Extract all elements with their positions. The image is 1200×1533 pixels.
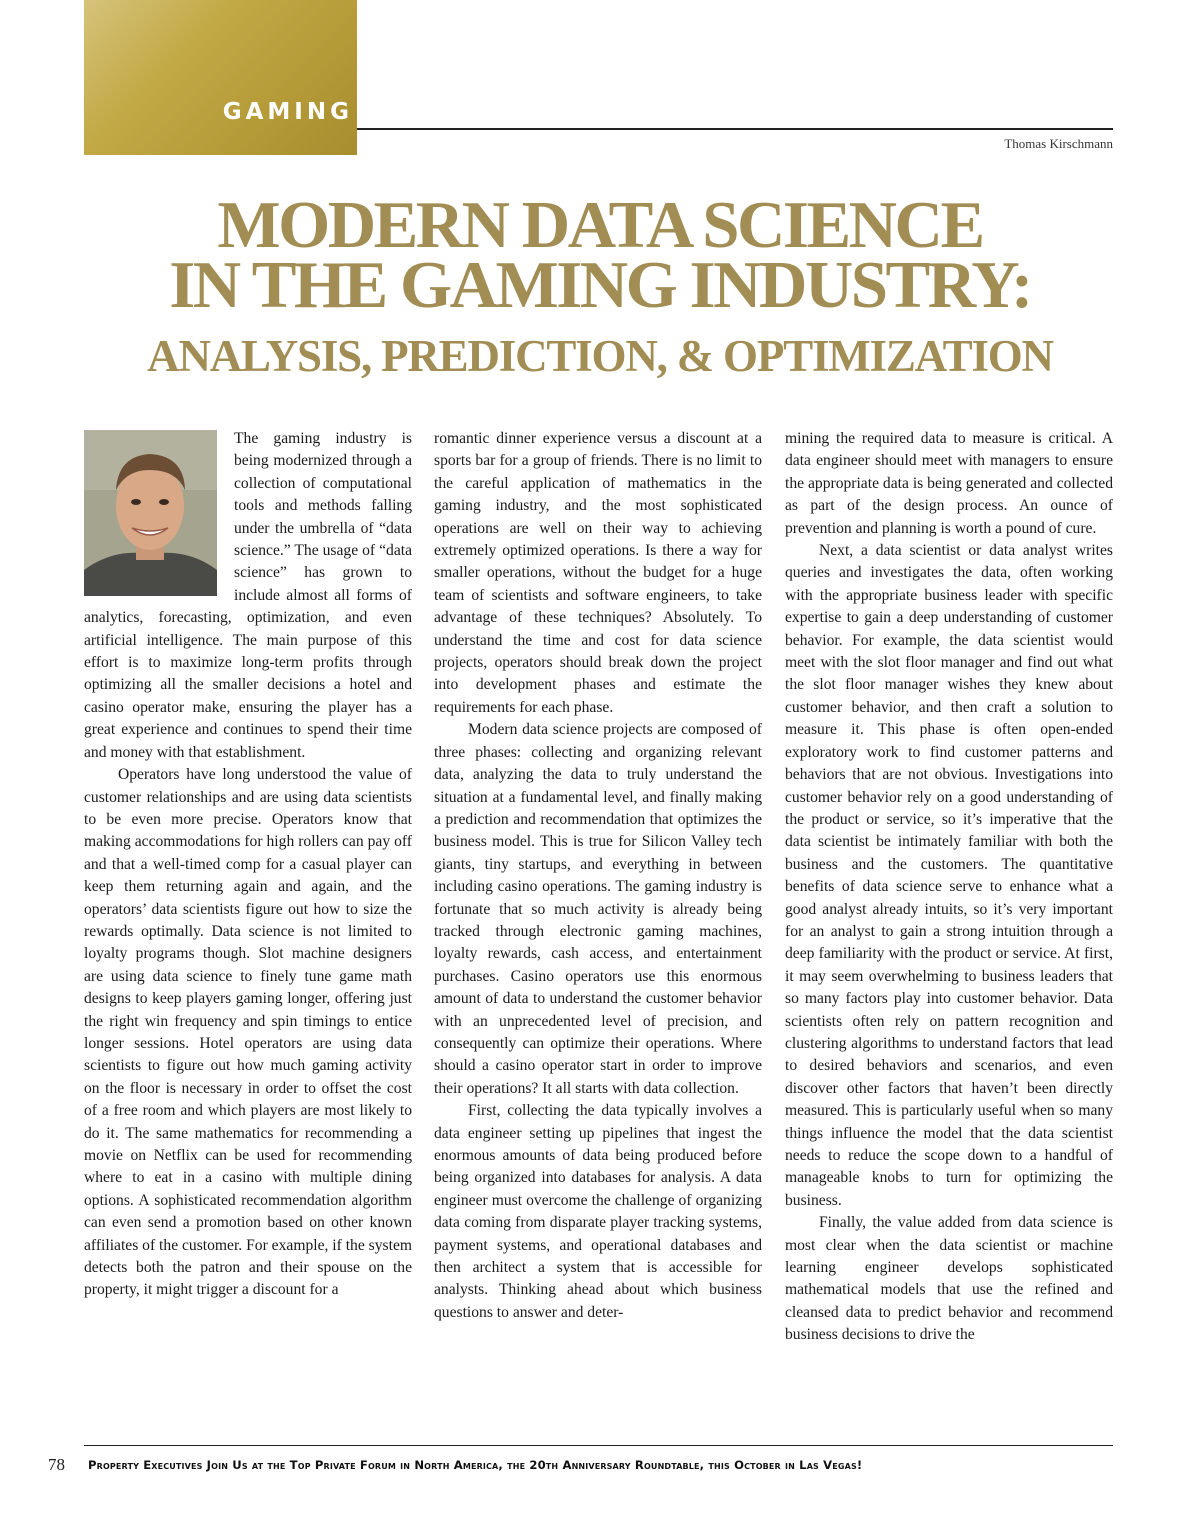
author-portrait-icon — [84, 430, 217, 596]
footer-rule — [84, 1445, 1113, 1446]
paragraph: The gaming industry is being modernized through a collection of computational tools and methods falling under the umbrella of “data science.” The usage of “data science” has grown to include almost all forms of analytics, forecasting, optimization, and even artificial intelligence. The main purpose of this effort is to maximize long-term profits through optimizing all the smaller decisions a hotel and casino operator make, ensuring the player has a great experience and continues to spend their time and money with that establishment. — [84, 430, 412, 761]
title-line-1: MODERN DATA SCIENCE — [217, 188, 983, 262]
title-line-2: IN THE GAMING INDUSTRY: — [169, 248, 1031, 322]
paragraph: Next, a data scientist or data analyst writes queries and investigates the data, often working with the appropriate business leader with specific expertise to gain a deep understanding of customer behavior. For example, the data scientist would meet with the slot floor manager and find out what the slot floor manager wishes they knew about customer behavior, and then craft a solution to measure it. This phase is often open-ended exploratory work to find customer patterns and behaviors that are not obvious. Investigations into customer behavior rely on a good understanding of the product or service, so it’s imperative that the data scientist be intimately familiar with both the business and the customers. The quantitative benefits of data science serve to enhance what a good analyst already intuits, so it’s very important for an analyst to gain a strong intuition through a deep familiarity with the product or service. At first, it may seem overwhelming to business leaders that so many factors play into customer behavior. Data scientists often rely on pattern recognition and clustering algorithms to understand factors that lead to desired behaviors and scenarios, and even discover other factors that haven’t been directly measured. This is particularly useful when so many things influence the model that the data scientist needs to reduce the scope down to a handful of manageable knobs to turn for optimizing the business. — [785, 542, 1113, 1209]
footer-tagline: Property Executives Join Us at the Top Private Forum in North America, the 20th Anniversary Roundtable, this October in Las Vegas! — [88, 1458, 863, 1472]
paragraph: Operators have long understood the value of customer relationships and are using data scientists to be even more precise. Operators know that making accommodations for high rollers can pay off and that a well-timed comp for a casual player can keep them returning again and again, and the operators’ data scientists figure out how to size the rewards optimally. Data science is not limited to loyalty programs though. Slot machine designers are using data science to finely tune game math designs to keep players gaming longer, offering just the right win frequency and spin timings to entice longer sessions. Hotel operators are using data scientists to figure out how much gaming activity on the floor is necessary in order to offset the cost of a free room and which players are most likely to do it. The same mathematics for recommending a movie on Netflix can be used for recommending where to eat in a casino with multiple dining options. A sophisticated recommendation algorithm can even send a promotion based on other known affiliates of the customer. For example, if the system detects both the patron and their spouse on the property, it might trigger a discount for a — [84, 766, 412, 1299]
article-column-2 — [434, 428, 762, 1324]
article-subtitle: ANALYSIS, PREDICTION, & OPTIMIZATION — [147, 331, 1053, 381]
paragraph: Modern data science projects are composed of three phases: collecting and organizing relevant data, analyzing the data to truly understand the situation at a fundamental level, and finally making a prediction and recommendation that optimizes the business model. This is true for Silicon Valley tech giants, tiny startups, and everything in between including casino operations. The gaming industry is fortunate that so much activity is already being tracked through electronic gaming machines, loyalty rewards, cash access, and entertainment purchases. Casino operators use this enormous amount of data to understand the customer behavior with an unprecedented level of precision, and consequently can optimize their operations. Where should a casino operator start in order to improve their operations? It all starts with data collection. — [434, 721, 762, 1097]
article-title — [0, 188, 1200, 381]
paragraph: Finally, the value added from data science is most clear when the data scientist or machine learning engineer develops sophisticated mathematical models that use the refined and cleansed data to predict behavior and recommend business decisions to drive the — [785, 1214, 1113, 1344]
paragraph: mining the required data to measure is critical. A data engineer should meet with managers to ensure the appropriate data is being generated and collected as part of the design process. An ounce of prevention and planning is worth a pound of cure. — [785, 430, 1113, 537]
article-column-1 — [84, 428, 412, 1302]
section-label: GAMING — [222, 99, 353, 125]
author-byline: Thomas Kirschmann — [1004, 136, 1113, 151]
paragraph: romantic dinner experience versus a discount at a sports bar for a group of friends. There is no limit to the careful application of mathematics in the gaming industry, and the most sophisticated operations are well on their way to achieving extremely optimized operations. Is there a way for smaller operations, without the budget for a huge team of scientists and software engineers, to take advantage of these techniques? Absolutely. To understand the time and cost for data science projects, operators should break down the project into development phases and estimate the requirements for each phase. — [434, 430, 762, 716]
section-header-tab — [84, 0, 357, 155]
header-rule — [357, 128, 1113, 130]
article-column-3 — [785, 428, 1113, 1347]
paragraph: First, collecting the data typically involves a data engineer setting up pipelines that ingest the enormous amounts of data being produced before being organized into databases for analysis. A data engineer must overcome the challenge of organizing data coming from disparate player tracking systems, payment systems, and operational databases and then architect a system that is accessible for analysts. Thinking ahead about which business questions to answer and deter- — [434, 1102, 762, 1321]
page-number: 78 — [48, 1455, 65, 1474]
